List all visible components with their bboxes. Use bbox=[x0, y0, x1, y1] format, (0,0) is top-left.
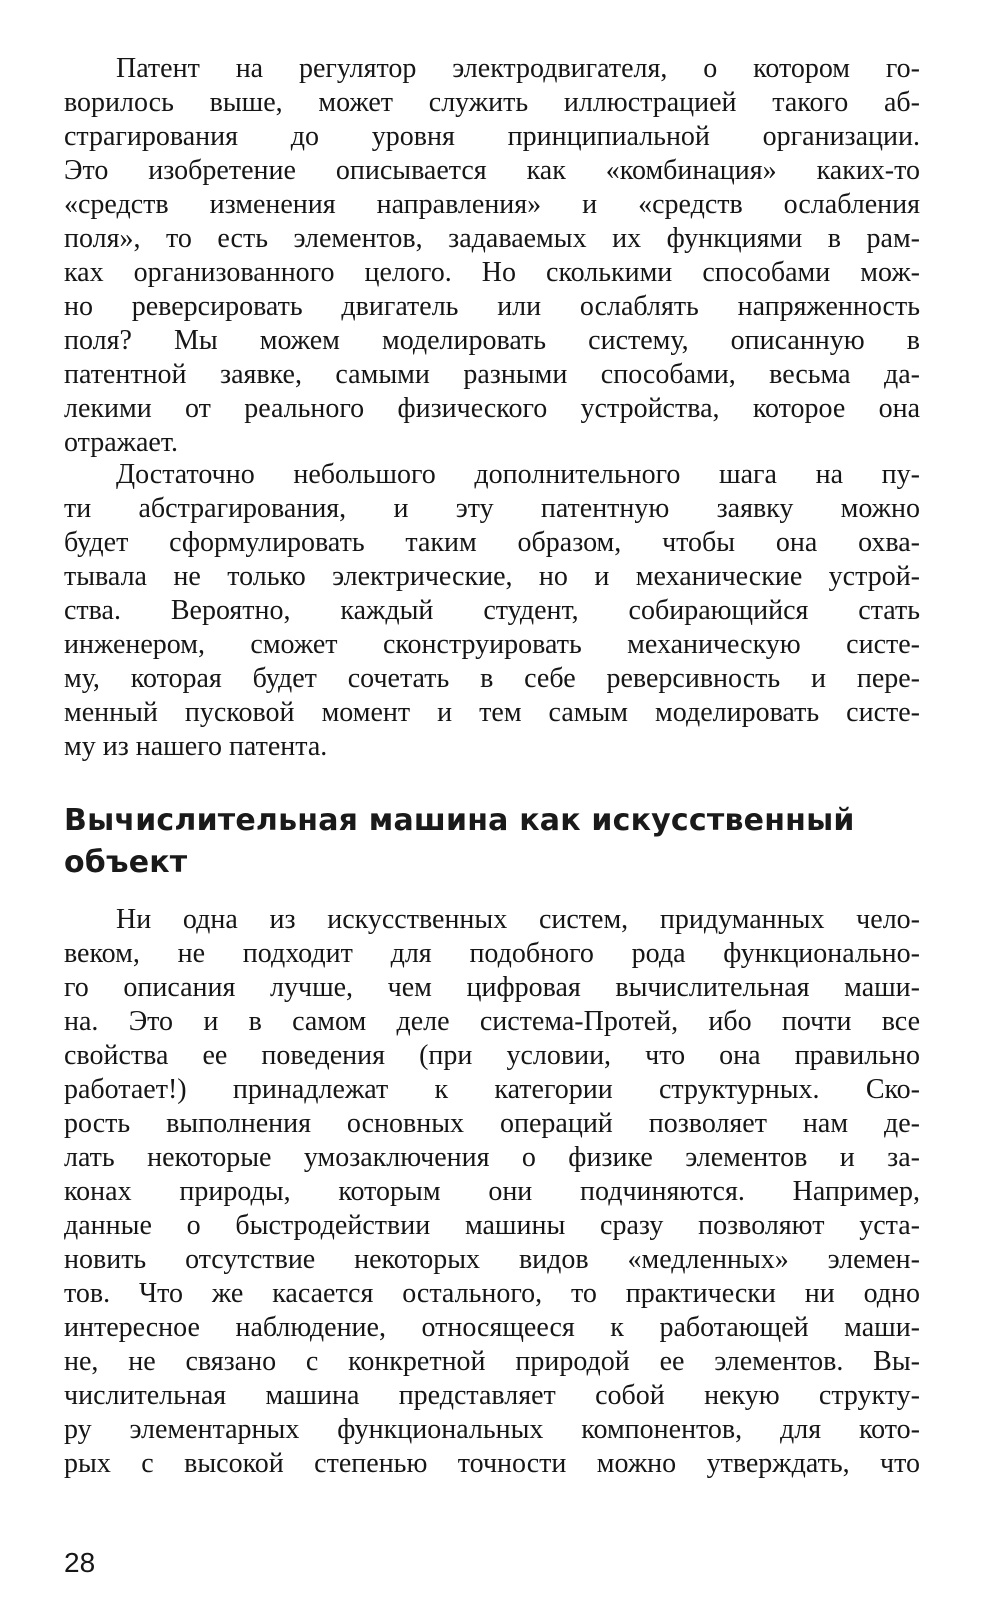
paragraph-1-line-8: но реверсировать двигатель или ослаблять напряженность bbox=[64, 291, 920, 322]
paragraph-1-line-10: патентной заявке, самыми разными способами, весьма да- bbox=[64, 359, 920, 390]
paragraph-1-line-12: отражает. bbox=[64, 427, 178, 458]
paragraph-3-line-1: Ни одна из искусственных систем, придуманных чело- bbox=[116, 904, 920, 935]
paragraph-1-line-9: поля? Мы можем моделировать систему, описанную в bbox=[64, 325, 920, 356]
paragraph-1-line-4: Это изобретение описывается как «комбинация» каких-то bbox=[64, 155, 920, 186]
page-number: 28 bbox=[64, 1547, 96, 1578]
paragraph-3-line-7: рость выполнения основных операций позволяет нам де- bbox=[64, 1108, 920, 1139]
paragraph-3-line-3: го описания лучше, чем цифровая вычислительная маши- bbox=[64, 972, 920, 1003]
paragraph-3-line-10: данные о быстродействии машины сразу позволяют уста- bbox=[64, 1210, 920, 1241]
section-heading-line-1: Вычислительная машина как искусственный bbox=[64, 803, 855, 838]
paragraph-2-line-7: му, которая будет сочетать в себе реверсивность и пере- bbox=[64, 663, 920, 694]
section-heading-line-2: объект bbox=[64, 845, 188, 880]
paragraph-2-line-9: му из нашего патента. bbox=[64, 731, 328, 762]
paragraph-3-line-9: конах природы, которым они подчиняются. Например, bbox=[64, 1176, 920, 1207]
paragraph-3-line-15: числительная машина представляет собой некую структу- bbox=[64, 1380, 920, 1411]
paragraph-3-line-16: ру элементарных функциональных компонентов, для кото- bbox=[64, 1414, 920, 1445]
paragraph-3-line-17: рых с высокой степенью точности можно утверждать, что bbox=[64, 1448, 920, 1479]
paragraph-2-line-5: ства. Вероятно, каждый студент, собирающийся стать bbox=[64, 595, 920, 626]
paragraph-2-line-8: менный пусковой момент и тем самым моделировать систе- bbox=[64, 697, 920, 728]
paragraph-1-line-7: ках организованного целого. Но сколькими способами мож- bbox=[64, 257, 920, 288]
paragraph-2-line-4: тывала не только электрические, но и механические устрой- bbox=[64, 561, 920, 592]
paragraph-3-line-2: веком, не подходит для подобного рода функционально- bbox=[64, 938, 920, 969]
paragraph-2-line-6: инженером, сможет сконструировать механическую систе- bbox=[64, 629, 920, 660]
paragraph-3-line-6: работает!) принадлежат к категории структурных. Ско- bbox=[64, 1074, 920, 1105]
paragraph-3-line-4: на. Это и в самом деле система-Протей, ибо почти все bbox=[64, 1006, 920, 1037]
paragraph-3-line-11: новить отсутствие некоторых видов «медленных» элемен- bbox=[64, 1244, 920, 1275]
paragraph-1-line-5: «средств изменения направления» и «средств ослабления bbox=[64, 189, 920, 220]
paragraph-3-line-8: лать некоторые умозаключения о физике элементов и за- bbox=[64, 1142, 920, 1173]
paragraph-1-line-2: ворилось выше, может служить иллюстрацией такого аб- bbox=[64, 87, 920, 118]
paragraph-1-line-11: лекими от реального физического устройства, которое она bbox=[64, 393, 920, 424]
paragraph-2-line-3: будет сформулировать таким образом, чтобы она охва- bbox=[64, 527, 920, 558]
paragraph-3-line-13: интересное наблюдение, относящееся к работающей маши- bbox=[64, 1312, 920, 1343]
paragraph-3-line-5: свойства ее поведения (при условии, что она правильно bbox=[64, 1040, 920, 1071]
paragraph-3-line-14: не, не связано с конкретной природой ее элементов. Вы- bbox=[64, 1346, 920, 1377]
paragraph-2-line-1: Достаточно небольшого дополнительного шага на пу- bbox=[116, 459, 920, 490]
paragraph-1-line-1: Патент на регулятор электродвигателя, о котором го- bbox=[116, 53, 920, 84]
paragraph-1-line-3: страгирования до уровня принципиальной организации. bbox=[64, 121, 920, 152]
paragraph-3-line-12: тов. Что же касается остального, то практически ни одно bbox=[64, 1278, 920, 1309]
paragraph-1-line-6: поля», то есть элементов, задаваемых их функциями в рам- bbox=[64, 223, 920, 254]
paragraph-2-line-2: ти абстрагирования, и эту патентную заявку можно bbox=[64, 493, 920, 524]
